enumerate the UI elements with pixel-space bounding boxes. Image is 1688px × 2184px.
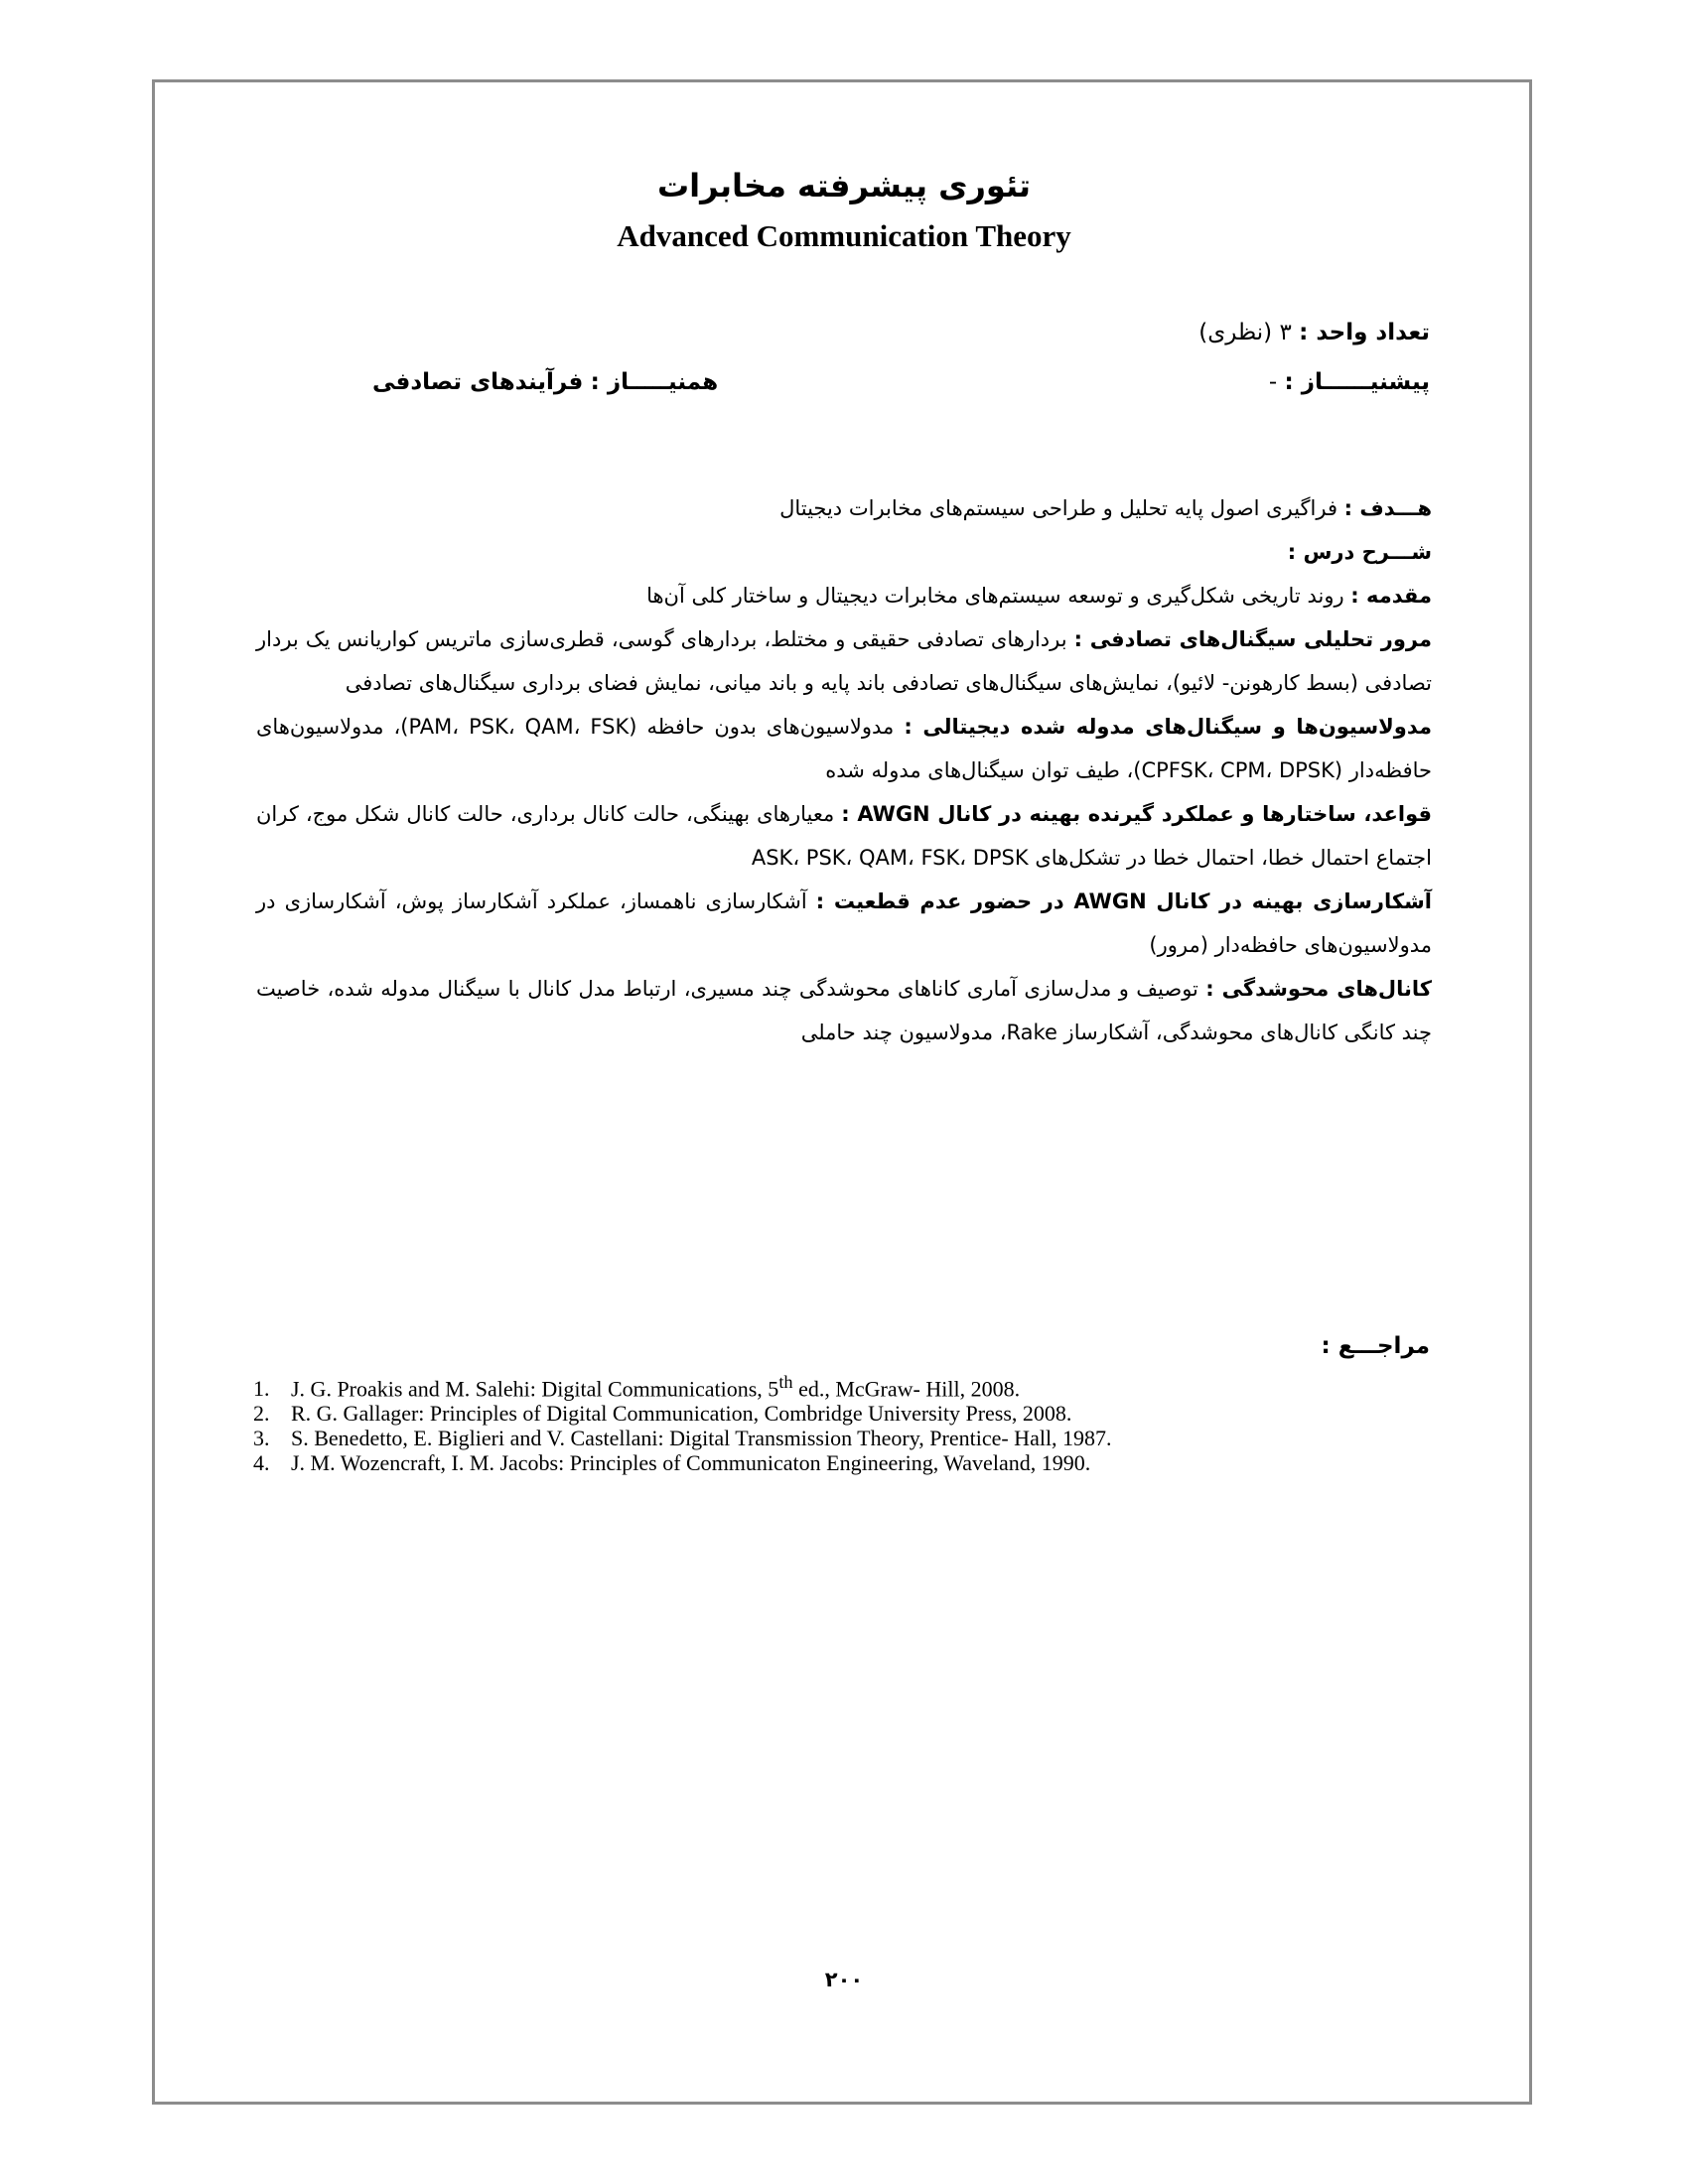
section-title: مقدمه :: [1350, 584, 1432, 608]
corequisite-value: فرآیندهای تصادفی: [372, 369, 584, 395]
prerequisite-line: [1269, 369, 1430, 395]
title-english: Advanced Communication Theory: [617, 218, 1071, 253]
section-title: قواعد، ساختارها و عملکرد گیرنده بهینه در کانال AWGN :: [841, 802, 1432, 826]
reference-item: 1. J. G. Proakis and M. Salehi: Digital Communications, 5th ed., McGraw- Hill, 2008.: [253, 1372, 1021, 1402]
references-list: [253, 1370, 1112, 1475]
corequisite-label: همنیـــــاز :: [590, 369, 719, 395]
reference-item: 2. R. G. Gallager: Principles of Digital Communication, Combridge University Press, 2008.: [253, 1401, 1072, 1427]
title-persian: تئوری پیشرفته مخابرات: [656, 167, 1032, 205]
description-label: شـــرح درس :: [1287, 540, 1432, 564]
corequisite-line: [372, 369, 718, 395]
section-title: مرور تحلیلی سیگنال‌های تصادفی :: [1073, 627, 1432, 651]
section-title: کانال‌های محوشدگی :: [1205, 977, 1432, 1001]
section-title: آشکارسازی بهینه در کانال AWGN در حضور عدم قطعیت :: [815, 889, 1432, 913]
goal-label: هـــدف :: [1343, 496, 1432, 520]
section-random-signals: [256, 617, 1432, 705]
section-text: معیارهای بهینگی، حالت کانال برداری، حالت کانال شکل موج، کران اجتماع احتمال خطا، احتمال خطا در تشکل‌های ASK، PSK، QAM، FSK، DPSK: [256, 802, 1432, 870]
section-modulations: [256, 705, 1432, 792]
reference-item: 3. S. Benedetto, E. Biglieri and V. Castellani: Digital Transmission Theory, Prentice- Hall, 1987.: [253, 1426, 1112, 1451]
goal-paragraph: [256, 486, 1432, 574]
section-text: بردارهای تصادفی حقیقی و مختلط، بردارهای گوسی، قطری‌سازی ماتریس کواریانس یک بردار تصادفی (بسط کارهونن- لائیو)، نمایش‌های سیگنال‌های تصادفی باند پایه و باند میانی، نمایش فضای برداری سیگنال‌های تصادفی: [256, 627, 1432, 695]
section-detection-uncertainty: [256, 880, 1432, 967]
goal-text: فراگیری اصول پایه تحلیل و طراحی سیستم‌های مخابرات دیجیتال: [779, 496, 1337, 520]
units-value: ۳ (نظری): [1198, 320, 1292, 345]
prerequisite-label: پیشنیــــــاز :: [1284, 369, 1430, 395]
course-description: [256, 574, 1432, 1054]
section-text: توصیف و مدل‌سازی آماری کاناهای محوشدگی چند مسیری، ارتباط مدل کانال با سیگنال مدوله شده، خاصیت چند کانگی کانال‌های محوشدگی، آشکارساز Rake، مدولاسیون چند حاملی: [256, 977, 1432, 1044]
section-title: مدولاسیون‌ها و سیگنال‌های مدوله شده دیجیتالی :: [904, 715, 1432, 739]
section-fading-channels: [256, 967, 1432, 1054]
prerequisite-value: -: [1268, 369, 1278, 395]
units-label: تعداد واحد :: [1299, 320, 1430, 345]
references-heading: مراجـــع :: [1321, 1333, 1430, 1359]
page-number: ۲۰۰: [824, 1968, 864, 1991]
reference-item: 4. J. M. Wozencraft, I. M. Jacobs: Principles of Communicaton Engineering, Waveland, 1990.: [253, 1450, 1091, 1476]
units-line: [1198, 320, 1430, 345]
section-text: آشکارسازی ناهمساز، عملکرد آشکارساز پوش، آشکارسازی در مدولاسیون‌های حافظه‌دار (مرور): [256, 889, 1432, 957]
section-optimal-receiver: [256, 792, 1432, 880]
section-text: روند تاریخی شکل‌گیری و توسعه سیستم‌های مخابرات دیجیتال و ساختار کلی آن‌ها: [646, 584, 1344, 608]
section-text: مدولاسیون‌های بدون حافظه (PAM، PSK، QAM، FSK)، مدولاسیون‌های حافظه‌دار (CPFSK، CPM، DPSK)، طیف توان سیگنال‌های مدوله شده: [256, 715, 1432, 782]
section-intro: [256, 574, 1432, 617]
